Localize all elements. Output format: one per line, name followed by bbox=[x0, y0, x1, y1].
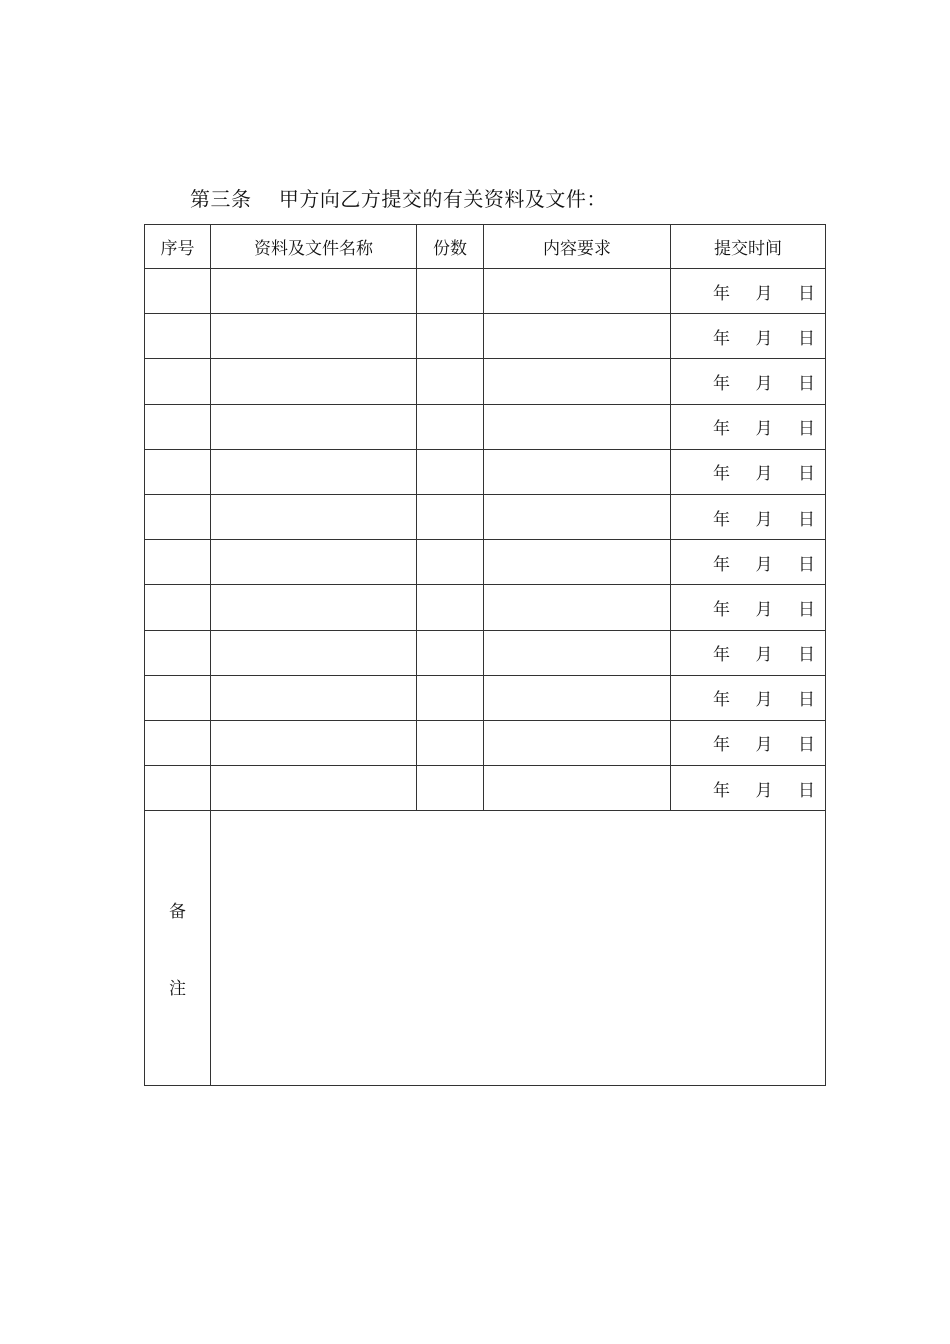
date-unit-year: 年 bbox=[713, 283, 730, 304]
date-unit-day: 日 bbox=[798, 464, 815, 485]
date-unit-year: 年 bbox=[713, 735, 730, 756]
copies-cell[interactable] bbox=[417, 675, 484, 720]
table-row bbox=[145, 494, 826, 539]
submission-date-cell[interactable] bbox=[671, 404, 826, 449]
date-unit-day: 日 bbox=[798, 283, 815, 304]
date-unit-day: 日 bbox=[798, 373, 815, 394]
submission-date-cell[interactable] bbox=[671, 494, 826, 539]
copies-cell[interactable] bbox=[417, 585, 484, 630]
document-name-cell[interactable] bbox=[211, 766, 417, 811]
remarks-content-cell[interactable] bbox=[211, 811, 826, 1086]
remarks-label-cell bbox=[145, 811, 211, 1086]
submission-date-cell[interactable] bbox=[671, 766, 826, 811]
header-content-requirements: 内容要求 bbox=[484, 225, 671, 269]
copies-cell[interactable] bbox=[417, 630, 484, 675]
content-requirements-cell[interactable] bbox=[484, 585, 671, 630]
serial-number-cell[interactable] bbox=[145, 766, 211, 811]
copies-cell[interactable] bbox=[417, 540, 484, 585]
copies-cell[interactable] bbox=[417, 494, 484, 539]
table-row bbox=[145, 766, 826, 811]
date-unit-month: 月 bbox=[755, 419, 773, 440]
remarks-label-char: 备 bbox=[169, 902, 186, 923]
table-row bbox=[145, 359, 826, 404]
serial-number-cell[interactable] bbox=[145, 630, 211, 675]
serial-number-cell[interactable] bbox=[145, 540, 211, 585]
date-unit-year: 年 bbox=[713, 373, 730, 394]
table-row bbox=[145, 720, 826, 765]
date-unit-year: 年 bbox=[713, 645, 730, 666]
table-header-row bbox=[145, 225, 826, 269]
serial-number-cell[interactable] bbox=[145, 269, 211, 314]
submission-date-cell[interactable] bbox=[671, 585, 826, 630]
serial-number-cell[interactable] bbox=[145, 314, 211, 359]
submission-date-cell[interactable] bbox=[671, 314, 826, 359]
date-unit-month: 月 bbox=[755, 735, 773, 756]
date-unit-month: 月 bbox=[755, 554, 773, 575]
document-name-cell[interactable] bbox=[211, 585, 417, 630]
table-row bbox=[145, 449, 826, 494]
date-unit-day: 日 bbox=[798, 690, 815, 711]
submission-date-cell[interactable] bbox=[671, 540, 826, 585]
document-name-cell[interactable] bbox=[211, 494, 417, 539]
content-requirements-cell[interactable] bbox=[484, 359, 671, 404]
table-row bbox=[145, 269, 826, 314]
copies-cell[interactable] bbox=[417, 720, 484, 765]
date-unit-year: 年 bbox=[713, 509, 730, 530]
content-requirements-cell[interactable] bbox=[484, 766, 671, 811]
copies-cell[interactable] bbox=[417, 359, 484, 404]
serial-number-cell[interactable] bbox=[145, 720, 211, 765]
document-name-cell[interactable] bbox=[211, 449, 417, 494]
remarks-label-char: 注 bbox=[169, 979, 186, 1000]
document-name-cell[interactable] bbox=[211, 404, 417, 449]
table-row bbox=[145, 404, 826, 449]
header-submission-time: 提交时间 bbox=[671, 225, 826, 269]
content-requirements-cell[interactable] bbox=[484, 314, 671, 359]
serial-number-cell[interactable] bbox=[145, 359, 211, 404]
table-row bbox=[145, 630, 826, 675]
submission-date-cell[interactable] bbox=[671, 675, 826, 720]
table-row bbox=[145, 675, 826, 720]
table-row bbox=[145, 314, 826, 359]
document-name-cell[interactable] bbox=[211, 269, 417, 314]
copies-cell[interactable] bbox=[417, 314, 484, 359]
submission-date-cell[interactable] bbox=[671, 449, 826, 494]
serial-number-cell[interactable] bbox=[145, 449, 211, 494]
document-name-cell[interactable] bbox=[211, 720, 417, 765]
document-name-cell[interactable] bbox=[211, 359, 417, 404]
documents-table bbox=[144, 224, 826, 1086]
date-unit-day: 日 bbox=[798, 328, 815, 349]
submission-date-cell[interactable] bbox=[671, 359, 826, 404]
date-unit-year: 年 bbox=[713, 464, 730, 485]
content-requirements-cell[interactable] bbox=[484, 269, 671, 314]
submission-date-cell[interactable] bbox=[671, 630, 826, 675]
document-name-cell[interactable] bbox=[211, 314, 417, 359]
serial-number-cell[interactable] bbox=[145, 675, 211, 720]
date-unit-day: 日 bbox=[798, 780, 815, 801]
date-unit-day: 日 bbox=[798, 419, 815, 440]
date-unit-day: 日 bbox=[798, 509, 815, 530]
content-requirements-cell[interactable] bbox=[484, 449, 671, 494]
content-requirements-cell[interactable] bbox=[484, 720, 671, 765]
document-name-cell[interactable] bbox=[211, 675, 417, 720]
copies-cell[interactable] bbox=[417, 766, 484, 811]
serial-number-cell[interactable] bbox=[145, 494, 211, 539]
date-unit-month: 月 bbox=[755, 509, 773, 530]
section-heading: 第三条 甲方向乙方提交的有关资料及文件： bbox=[190, 187, 607, 211]
date-unit-year: 年 bbox=[713, 599, 730, 620]
submission-date-cell[interactable] bbox=[671, 720, 826, 765]
date-unit-year: 年 bbox=[713, 780, 730, 801]
serial-number-cell[interactable] bbox=[145, 585, 211, 630]
date-unit-month: 月 bbox=[755, 373, 773, 394]
date-unit-month: 月 bbox=[755, 645, 773, 666]
table-row bbox=[145, 585, 826, 630]
date-unit-month: 月 bbox=[755, 690, 773, 711]
date-unit-year: 年 bbox=[713, 419, 730, 440]
document-name-cell[interactable] bbox=[211, 540, 417, 585]
header-copies: 份数 bbox=[417, 225, 484, 269]
date-unit-day: 日 bbox=[798, 599, 815, 620]
date-unit-day: 日 bbox=[798, 735, 815, 756]
date-unit-month: 月 bbox=[755, 283, 773, 304]
content-requirements-cell[interactable] bbox=[484, 675, 671, 720]
content-requirements-cell[interactable] bbox=[484, 540, 671, 585]
table-row bbox=[145, 540, 826, 585]
date-unit-month: 月 bbox=[755, 599, 773, 620]
header-serial-number: 序号 bbox=[145, 225, 211, 269]
copies-cell[interactable] bbox=[417, 404, 484, 449]
header-document-name: 资料及文件名称 bbox=[211, 225, 417, 269]
date-unit-month: 月 bbox=[755, 328, 773, 349]
remarks-row bbox=[145, 811, 826, 1086]
copies-cell[interactable] bbox=[417, 449, 484, 494]
copies-cell[interactable] bbox=[417, 269, 484, 314]
date-unit-month: 月 bbox=[755, 464, 773, 485]
date-unit-day: 日 bbox=[798, 554, 815, 575]
serial-number-cell[interactable] bbox=[145, 404, 211, 449]
date-unit-year: 年 bbox=[713, 690, 730, 711]
document-name-cell[interactable] bbox=[211, 630, 417, 675]
date-unit-month: 月 bbox=[755, 780, 773, 801]
date-unit-day: 日 bbox=[798, 645, 815, 666]
content-requirements-cell[interactable] bbox=[484, 494, 671, 539]
submission-date-cell[interactable] bbox=[671, 269, 826, 314]
content-requirements-cell[interactable] bbox=[484, 630, 671, 675]
content-requirements-cell[interactable] bbox=[484, 404, 671, 449]
date-unit-year: 年 bbox=[713, 328, 730, 349]
date-unit-year: 年 bbox=[713, 554, 730, 575]
